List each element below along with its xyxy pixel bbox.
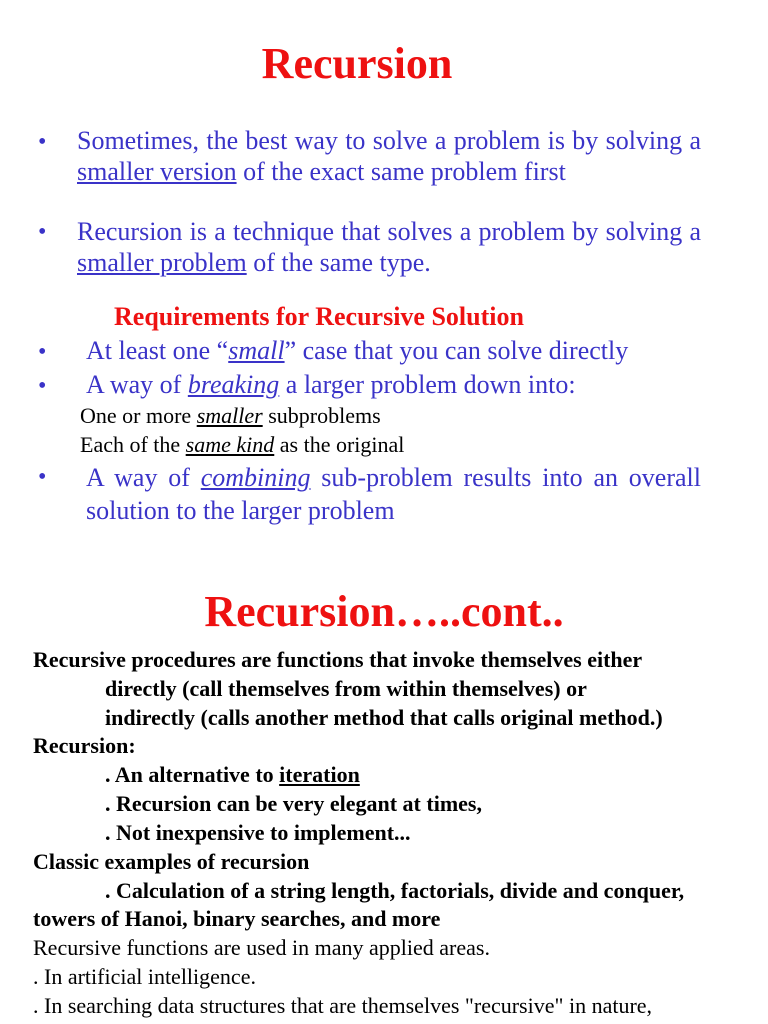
classic-text-line-2: towers of Hanoi, binary searches, and more xyxy=(33,906,441,931)
recursion-point-2: . Recursion can be very elegant at times, xyxy=(105,791,482,816)
sub-item-1 xyxy=(80,402,381,430)
applied-intro: Recursive functions are used in many applied areas. xyxy=(33,935,490,960)
bullet-text: Recursion is a technique that solves a problem by solving a xyxy=(77,217,701,246)
sub-item-2 xyxy=(80,431,404,459)
requirement-text: At least one “ xyxy=(86,336,229,365)
requirement-text: A way of xyxy=(86,370,188,399)
sub-item-text: subproblems xyxy=(262,403,381,428)
emphasis-word: smaller xyxy=(196,403,263,428)
bullet-marker: • xyxy=(38,219,47,245)
recursion-point-1 xyxy=(105,760,360,789)
applied-point-1: . In artificial intelligence. xyxy=(33,964,256,989)
bullet-text: of the same type. xyxy=(246,247,431,277)
point-text: . An alternative to xyxy=(105,762,280,787)
applied-point-2: . In searching data structures that are themselves "recursive" in nature, xyxy=(33,993,653,1018)
bullet-marker: • xyxy=(38,464,47,490)
emphasis-word: small xyxy=(228,336,285,365)
emphasis-word: combining xyxy=(200,463,311,492)
bullet-text: Sometimes, the best way to solve a problem is by solving a xyxy=(77,126,701,155)
requirement-text: sub-problem results into an overall solution to the larger problem xyxy=(86,463,701,525)
requirement-2 xyxy=(86,370,706,401)
intro-bullet-2 xyxy=(77,217,701,278)
classic-text-line-1: . Calculation of a string length, factorials, divide and conquer, xyxy=(105,878,685,903)
slide-title-cont: Recursion…..cont.. xyxy=(204,587,564,636)
classic-label: Classic examples of recursion xyxy=(33,849,310,874)
requirements-heading: Requirements for Recursive Solution xyxy=(114,302,524,331)
bullet-marker: • xyxy=(38,129,47,155)
definition-line-2: directly (call themselves from within themselves) or xyxy=(105,676,587,701)
requirement-text: A way of xyxy=(86,463,201,492)
underlined-phrase: smaller problem xyxy=(77,247,247,277)
requirement-3 xyxy=(86,461,701,527)
bullet-text: of the exact same problem first xyxy=(236,156,566,186)
intro-bullet-1 xyxy=(77,126,701,187)
requirement-1 xyxy=(86,336,706,367)
requirement-text: a larger problem down into: xyxy=(279,370,576,399)
recursion-point-3: . Not inexpensive to implement... xyxy=(105,820,411,845)
slide-title: Recursion xyxy=(261,39,453,88)
definition-line-3: indirectly (calls another method that calls original method.) xyxy=(105,705,663,730)
sub-item-text: as the original xyxy=(274,432,405,457)
definition-line-1: Recursive procedures are functions that invoke themselves either xyxy=(33,647,643,672)
recursion-label: Recursion: xyxy=(33,733,136,758)
underlined-phrase: iteration xyxy=(279,762,360,787)
bullet-marker: • xyxy=(38,339,47,365)
sub-item-text: Each of the xyxy=(80,432,186,457)
underlined-phrase: smaller version xyxy=(77,156,237,186)
bullet-marker: • xyxy=(38,373,47,399)
sub-item-text: One or more xyxy=(80,403,197,428)
emphasis-word: breaking xyxy=(187,370,280,399)
requirement-text: ” case that you can solve directly xyxy=(284,336,629,365)
emphasis-word: same kind xyxy=(185,432,275,457)
